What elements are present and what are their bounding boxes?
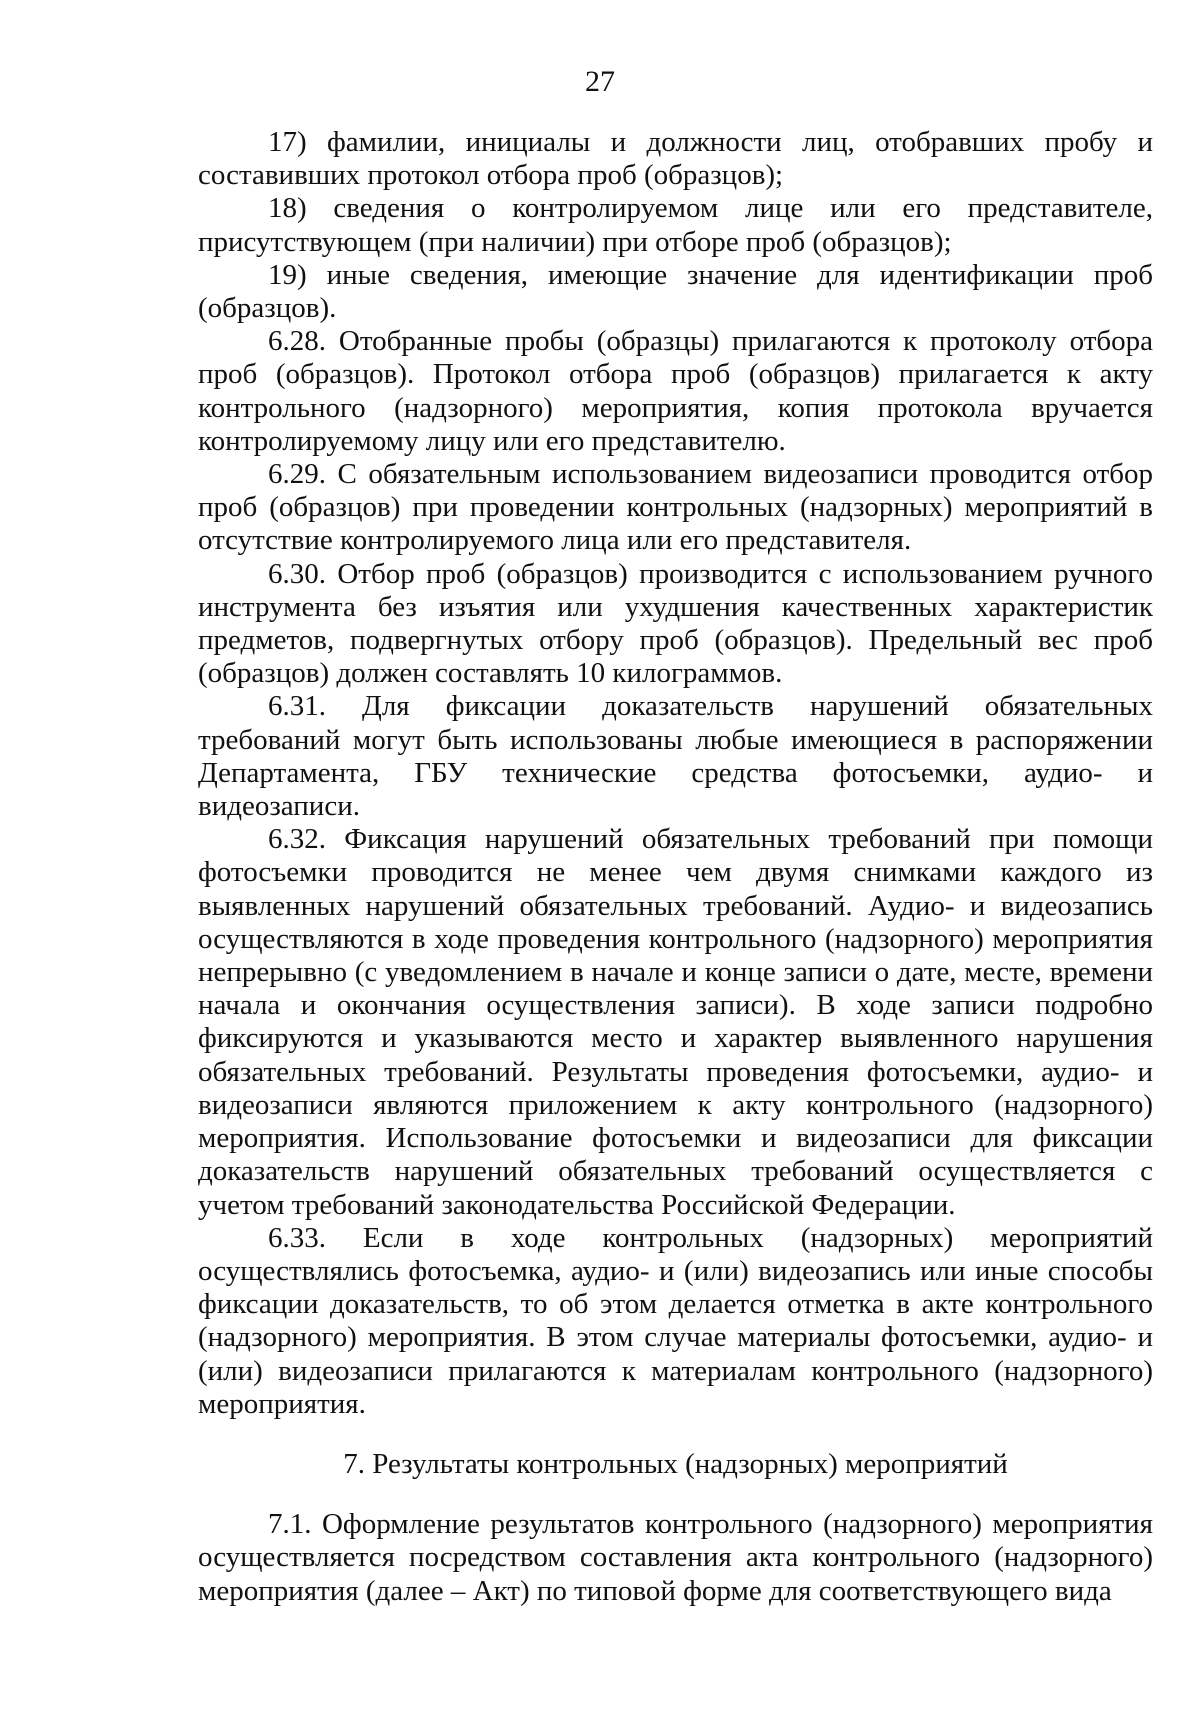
paragraph-item-17: 17) фамилии, инициалы и должности лиц, отобравших пробу и составивших протокол отбора проб (образцов); (198, 126, 1153, 192)
page-number: 27 (585, 65, 615, 98)
paragraph-6-33: 6.33. Если в ходе контрольных (надзорных) мероприятий осуществлялись фотосъемка, аудио- и (или) видеозапись или иные способы фиксации доказательств, то об этом делается отметка в акте контрольного (надзорного) мероприятия. В этом случае материалы фотосъемки, аудио- и (или) видеозаписи прилагаются к материалам контрольного (надзорного) мероприятия. (198, 1221, 1153, 1420)
paragraph-6-31: 6.31. Для фиксации доказательств нарушений обязательных требований могут быть использованы любые имеющиеся в распоряжении Департамента, ГБУ технические средства фотосъемки, аудио- и видеозаписи. (198, 690, 1153, 823)
paragraph-item-18: 18) сведения о контролируемом лице или его представителе, присутствующем (при наличии) при отборе проб (образцов); (198, 192, 1153, 258)
paragraph-7-1: 7.1. Оформление результатов контрольного (надзорного) мероприятия осуществляется посредством составления акта контрольного (надзорного) мероприятия (далее – Акт) по типовой форме для соответствующего вида (198, 1508, 1153, 1607)
paragraph-6-32: 6.32. Фиксация нарушений обязательных требований при помощи фотосъемки проводится не менее чем двумя снимками каждого из выявленных нарушений обязательных требований. Аудио- и видеозапись осуществляются в ходе проведения контрольного (надзорного) мероприятия непрерывно (с уведомлением в начале и конце записи о дате, месте, времени начала и окончания осуществления записи). В ходе записи подробно фиксируются и указываются место и характер выявленного нарушения обязательных требований. Результаты проведения фотосъемки, аудио- и видеозаписи являются приложением к акту контрольного (надзорного) мероприятия. Использование фотосъемки и видеозаписи для фиксации доказательств нарушений обязательных требований осуществляется с учетом требований законодательства Российской Федерации. (198, 823, 1153, 1221)
paragraph-item-19: 19) иные сведения, имеющие значение для идентификации проб (образцов). (198, 258, 1153, 325)
paragraph-6-28: 6.28. Отобранные пробы (образцы) прилагаются к протоколу отбора проб (образцов). Протокол отбора проб (образцов) прилагается к акту контрольного (надзорного) мероприятия, копия протокола вручается контролируемому лицу или его представителю. (198, 325, 1153, 457)
section-heading: 7. Результаты контрольных (надзорных) мероприятий (343, 1447, 1008, 1480)
paragraph-6-29: 6.29. С обязательным использованием видеозаписи проводится отбор проб (образцов) при проведении контрольных (надзорных) мероприятий в отсутствие контролируемого лица или его представителя. (198, 458, 1153, 557)
document-body (198, 126, 1153, 1608)
paragraph-6-30: 6.30. Отбор проб (образцов) производится с использованием ручного инструмента без изъятия или ухудшения качественных характеристик предметов, подвергнутых отбору проб (образцов). Предельный вес проб (образцов) должен составлять 10 килограммов. (198, 557, 1153, 690)
